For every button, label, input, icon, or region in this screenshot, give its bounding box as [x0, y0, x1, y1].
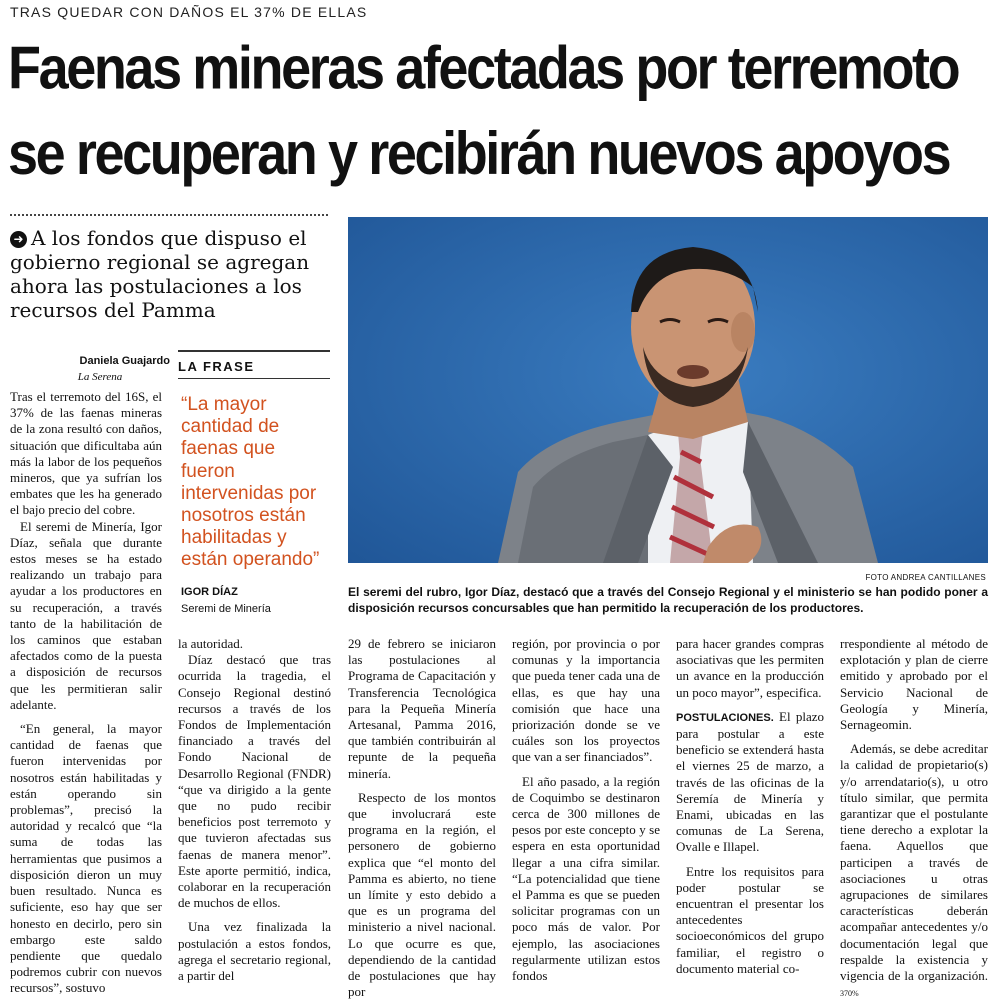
lead-text: A los fondos que dispuso el gobierno regional se agregan ahora las postulaciones a los recursos del Pamma — [10, 226, 310, 322]
headline: Faenas mineras afectadas por terremoto se recuperan y recibirán nuevos apoyos — [8, 34, 959, 188]
photo-credit: FOTO ANDREA CANTILLANES — [865, 573, 986, 582]
quote-author-role: Seremi de Minería — [181, 603, 271, 615]
paragraph — [840, 741, 988, 1002]
portrait-illustration — [348, 217, 988, 563]
subhead: POSTULACIONES. — [676, 711, 774, 724]
kicker: TRAS QUEDAR CON DAÑOS EL 37% DE ELLAS — [10, 4, 368, 20]
paragraph: Díaz destacó que tras ocurrida la tragedia, el Consejo Regional destinó recursos a través de los Fondos de Implementación financiado a través del Fondo Nacional de Desarrollo Regional (FNDR) “que va dirigido a la gente que no pudo recibir beneficios post terremoto y que tuvieron afectadas sus faenas de manera menor”. Este aporte permitió, indica, colaborar en la recuperación de muchos de ellos. — [178, 652, 331, 911]
paragraph: El año pasado, a la región de Coquimbo se destinaron cerca de 300 millones de pesos por este concepto y se espera en esta oportunidad llegar a una cifra similar. “La potencialidad que tiene el Pamma es que se pueden solicitar programas con un poco más de valor. Por ejemplo, las asociaciones regularmente utilizan estos fondos — [512, 773, 660, 984]
frase-rule — [178, 378, 330, 379]
lead-paragraph — [10, 226, 335, 322]
column-5 — [676, 636, 824, 977]
paragraph: 29 de febrero se iniciaron las postulaciones al Programa de Capacitación y Transferencia Tecnológica para la Pequeña Minería Artesanal, Pamma 2016, que también contribuirán al repunte de la pequeña minería. — [348, 636, 496, 781]
arrow-right-circle-icon: ➜ — [10, 231, 27, 248]
paragraph: para hacer grandes compras asociativas que les permiten un avance en la producción un poco mayor”, especifica. — [676, 636, 824, 700]
paragraph-text: Además, se debe acreditar la calidad de propietario(s) y/o arrendatario(s), u otro título similar, que permita garantizar que el postulante tiene derecho a explotar la faena. Aquellos que participen a través de asociaciones u otras agrupaciones de similares características deberán acompañar antecedentes y/o documentación legal que respalde la existencia y vigencia de la organización. — [840, 741, 988, 984]
author-signature: 370% — [840, 989, 859, 999]
paragraph: región, por provincia o por comunas y la importancia que pueda tener cada una de ellas, es que hay una comisión que hace una priorización donde se ve cuáles son los proyectos que van a ser financiados”. — [512, 636, 660, 765]
column-6 — [840, 636, 988, 1002]
paragraph — [676, 709, 824, 856]
dateline-city: La Serena — [77, 371, 123, 383]
paragraph: El seremi de Minería, Igor Díaz, señala que durante estos meses se ha estado realizando un trabajo para ayudar a los productores en su recuperación, a través tanto de la habilitación de los caminos que estaban afectados como de la puesta a disposición de recursos que les permitieran salir adelante. — [10, 518, 162, 712]
frase-top-rule — [178, 350, 330, 352]
dotted-divider — [10, 214, 328, 216]
paragraph: Respecto de los montos que involucrará este programa en la región, el personero de gobierno explica que “el monto del Pamma es abierto, no tiene un límite y esto debido a que es un programa del ministerio a nivel nacional. Lo que ocurre es que, dependiendo de la cantidad de postulaciones que hay por — [348, 789, 496, 1000]
column-1 — [10, 389, 162, 997]
paragraph: Tras el terremoto del 16S, el 37% de las faenas mineras de la zona resultó con daños, situación que dificultaba aún más la labor de los pequeños mineros, que ya sufrían los embates que les ha generado el bajo precio del cobre. — [10, 389, 162, 518]
frase-title: LA FRASE — [178, 359, 255, 374]
photo-caption — [348, 584, 988, 616]
photo-igor-diaz — [348, 217, 988, 563]
paragraph-text: El plazo para postular a este beneficio se extenderá hasta el viernes 25 de marzo, a través de las oficinas de la Seremía de Minería y Enami, ubicadas en las comunas de La Serena, Ovalle e Illapel. — [676, 708, 824, 855]
paragraph: rrespondiente al método de explotación y plan de cierre emitido y aprobado por el Servicio Nacional de Geología y Minería, Sernageomin. — [840, 636, 988, 733]
paragraph: la autoridad. — [178, 636, 243, 651]
paragraph: Una vez finalizada la postulación a estos fondos, agrega el secretario regional, a partir del — [178, 919, 331, 984]
paragraph: Entre los requisitos para poder postular se encuentran el presentar los antecedentes socioeconómicos del grupo familiar, el registro o documento material co- — [676, 863, 824, 976]
caption-text: El seremi del rubro, Igor Díaz, destacó que a través del Consejo Regional y el ministerio se han podido poner a disposición recursos concursables que han permitido la recuperación de los productores. — [348, 585, 988, 615]
paragraph: “En general, la mayor cantidad de faenas que fueron intervenidas por nosotros están habilitadas y están operando sin problemas”, precisó la autoridad y recalcó que “la suma de todas las herramientas que pusimos a disposición dieron un muy buen resultado. Nunca es suficiente, eso hay que ser honesto en decirlo, pero sin embargo este saldo pendiente que quedalo podremos cubrir con nuevos recursos”, sostuvo — [10, 721, 162, 996]
pull-quote: “La mayor cantidad de faenas que fueron intervenidas por nosotros están habilitadas y están operando” — [181, 394, 320, 571]
column-2 — [178, 636, 331, 984]
author: Daniela Guajardo — [79, 355, 170, 367]
column-4 — [512, 636, 660, 984]
column-3 — [348, 636, 496, 1000]
quote-author: IGOR DÍAZ — [181, 586, 238, 598]
